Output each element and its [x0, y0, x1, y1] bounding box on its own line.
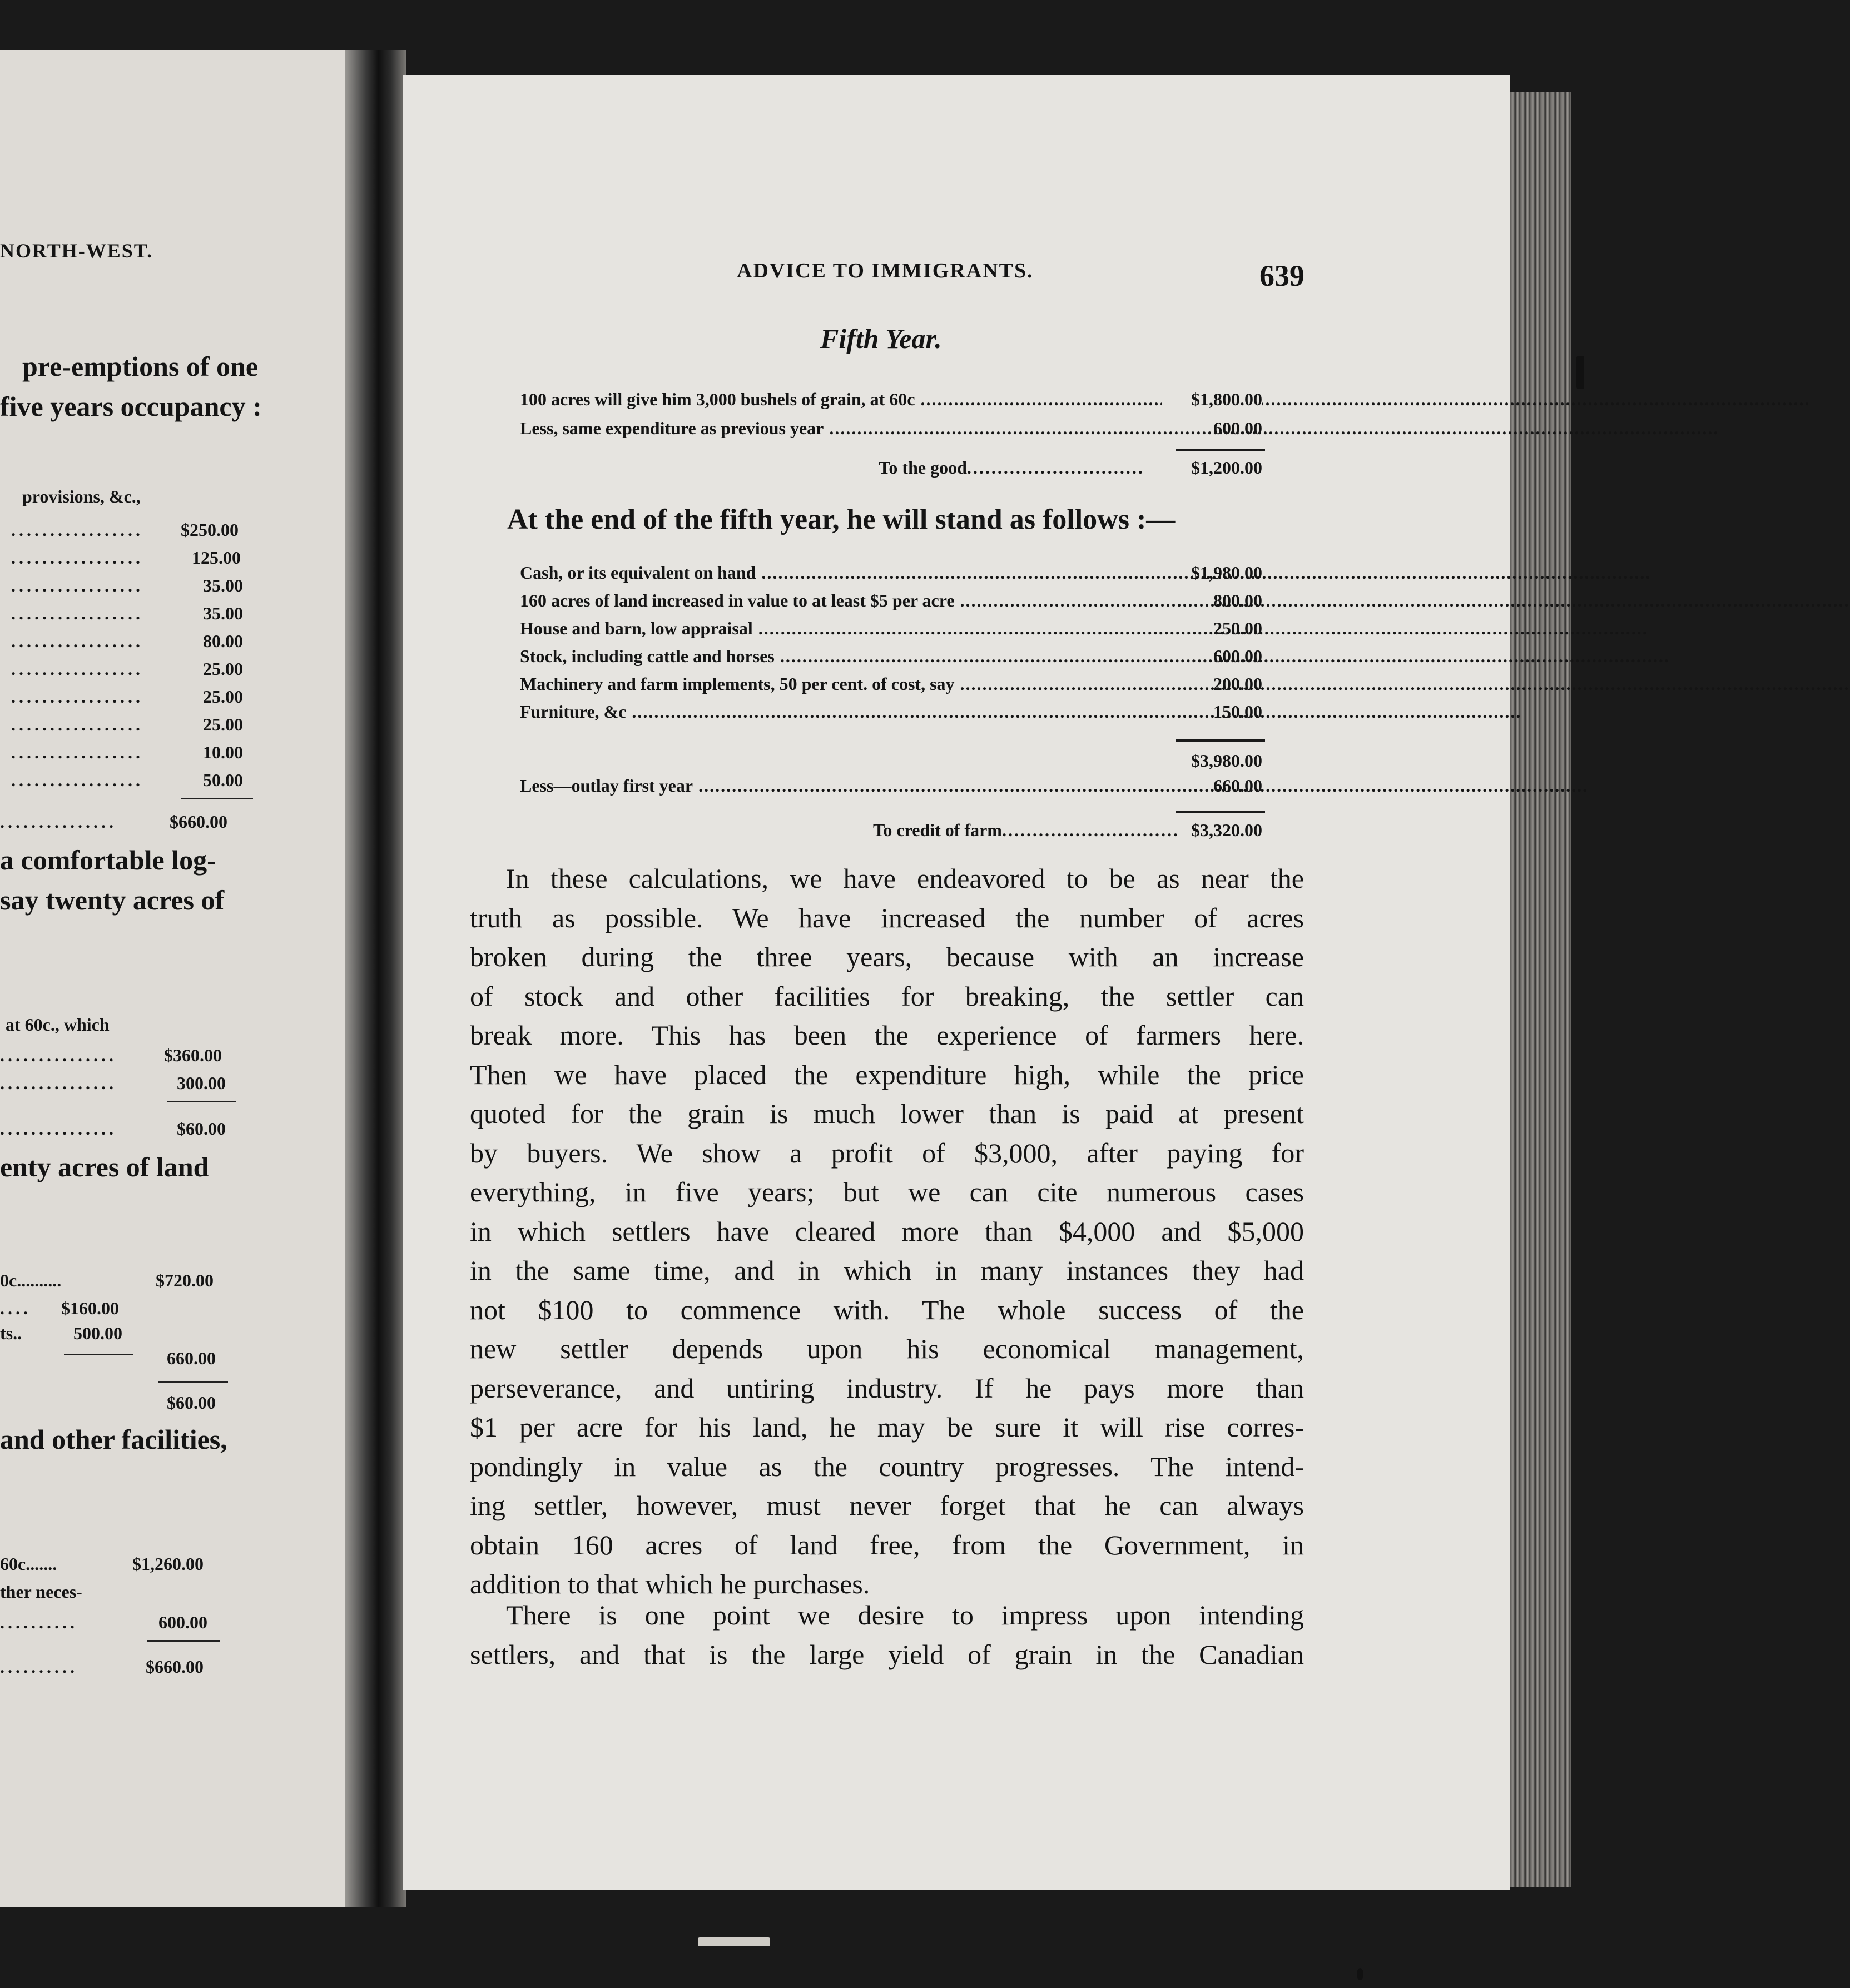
left-net: $60.00 — [167, 1393, 216, 1413]
text-line: pondingly in value as the country progresses. The intend- — [470, 1450, 1304, 1482]
left-line: five years occupancy : — [0, 391, 262, 422]
asset-line: Cash, or its equivalent on hand ..... — [520, 563, 1159, 583]
left-amount: $1,260.00 — [132, 1554, 204, 1574]
to-the-good-line: To the good............................. — [879, 458, 1144, 478]
left-amount: $720.00 — [156, 1270, 214, 1290]
left-total: $660.00 — [170, 812, 227, 832]
less-outlay-line: Less—outlay first year ..... — [520, 776, 1159, 796]
account-line: 100 acres will give him 3,000 bushels of grain, at 60c ..... — [520, 389, 1265, 410]
left-amount: 660.00 — [167, 1348, 216, 1368]
scan-speck — [1357, 1968, 1363, 1980]
left-net: $60.00 — [177, 1119, 226, 1139]
left-line: a comfortable log- — [0, 844, 216, 876]
account-line: Less, same expenditure as previous year ..... — [520, 418, 1159, 439]
asset-amount: 800.00 — [1213, 590, 1262, 610]
text-line: ing settler, however, must never forget that he can always — [470, 1490, 1304, 1521]
left-label: ther neces- — [0, 1582, 82, 1602]
text-line: obtain 160 acres of land free, from the Government, in — [470, 1529, 1304, 1560]
text-line: in the same time, and in which in many instances they had — [470, 1255, 1304, 1286]
left-amount: 600.00 — [158, 1612, 207, 1632]
text-line: everything, in five years; but we can cite numerous cases — [470, 1176, 1304, 1207]
asset-amount: 200.00 — [1213, 674, 1262, 694]
left-amount: $360.00 — [164, 1045, 222, 1065]
left-label: 0c.......... — [0, 1270, 62, 1290]
section-title: Fifth Year. — [820, 323, 942, 354]
left-line: say twenty acres of — [0, 884, 225, 916]
left-running-header: NORTH-WEST. — [0, 240, 153, 262]
text-line: settlers, and that is the large yield of grain in the Canadian — [470, 1638, 1304, 1670]
asset-line: Furniture, &c ..... — [520, 702, 1159, 722]
left-label: provisions, &c., — [22, 486, 141, 506]
left-amount: 35.00 — [203, 603, 243, 623]
account-amount: $1,800.00 — [1162, 389, 1262, 410]
left-page: NORTH-WEST. pre-emptions of one five years occupancy : provisions, &c., ................. $250.00 ................. 125.00 ................. 35.00 ................. 35.00 ................. 80.00 ................. 25.00 ................. 25.00 ................. 25.00 ................. 10.00 ................. 50.00 ............... $660.00 a comfortable log- say twenty acres of at 60c., which ............... $360.00 ............... 300.00 ............... $60.00 enty acres of land 0c.......... $720.00 .... $160.00 ts.. 500.00 660.00 $60.00 and other facilities, 60c....... $1,260.00 ther neces- .......... 600.00 .......... $660.00 — [0, 50, 345, 1907]
account-amount: 600.00 — [1213, 418, 1262, 438]
text-line: In these calculations, we have endeavored to be as near the — [506, 863, 1304, 894]
asset-amount: 150.00 — [1213, 702, 1262, 722]
left-net: $660.00 — [146, 1657, 204, 1677]
asset-line: Machinery and farm implements, 50 per cent. of cost, say ..... — [520, 674, 1159, 694]
follows-heading: At the end of the fifth year, he will stand as follows :— — [507, 504, 1176, 535]
left-amount: $160.00 — [61, 1298, 119, 1318]
asset-amount: 600.00 — [1213, 646, 1262, 666]
assets-total: $3,980.00 — [1191, 751, 1262, 771]
left-amount: 25.00 — [203, 659, 243, 679]
text-line: break more. This has been the experience of farmers here. — [470, 1020, 1304, 1051]
left-amount: 300.00 — [177, 1073, 226, 1093]
left-amount: 125.00 — [192, 548, 241, 568]
left-amount: 50.00 — [203, 770, 243, 790]
paragraph-1 — [470, 859, 1304, 1604]
asset-line: Stock, including cattle and horses ..... — [520, 646, 1159, 667]
page-edges — [1510, 92, 1571, 1887]
asset-line: 160 acres of land increased in value to at least $5 per acre ..... — [520, 590, 1159, 611]
text-line: truth as possible. We have increased the number of acres — [470, 902, 1304, 933]
text-line: in which settlers have cleared more than $4,000 and $5,000 — [470, 1215, 1304, 1247]
left-line: enty acres of land — [0, 1151, 209, 1182]
text-line: perseverance, and untiring industry. If he pays more than — [470, 1372, 1304, 1404]
less-outlay-amount: 660.00 — [1213, 776, 1262, 796]
text-line: not $100 to commence with. The whole success of the — [470, 1294, 1304, 1325]
left-amount: 500.00 — [73, 1323, 122, 1343]
left-line: and other facilities, — [0, 1424, 227, 1455]
asset-amount: $1,980.00 — [1191, 563, 1262, 583]
page-number: 639 — [1259, 259, 1305, 292]
credit-line: To credit of farm............................. — [873, 820, 1179, 840]
text-line: Then we have placed the expenditure high, while the price — [470, 1058, 1304, 1090]
asset-line: House and barn, low appraisal ..... — [520, 618, 1159, 639]
left-amount: $250.00 — [181, 520, 239, 540]
asset-amount: 250.00 — [1213, 618, 1262, 638]
text-line: quoted for the grain is much lower than is paid at present — [470, 1098, 1304, 1129]
text-line: new settler depends upon his economical management, — [470, 1333, 1304, 1364]
credit-amount: $3,320.00 — [1191, 820, 1262, 840]
left-line: pre-emptions of one — [22, 351, 259, 382]
left-amount: 25.00 — [203, 687, 243, 707]
left-amount: 10.00 — [203, 742, 243, 762]
text-line: $1 per acre for his land, he may be sure it will rise corres- — [470, 1412, 1304, 1443]
text-line: broken during the three years, because with an increase — [470, 941, 1304, 972]
running-header: ADVICE TO IMMIGRANTS. — [737, 259, 1034, 282]
text-line: There is one point we desire to impress upon intending — [506, 1599, 1304, 1631]
to-the-good-amount: $1,200.00 — [1191, 458, 1262, 478]
left-amount: 80.00 — [203, 631, 243, 651]
left-label: 60c....... — [0, 1554, 57, 1574]
book-gutter — [345, 50, 406, 1907]
scan-speck — [698, 1937, 770, 1946]
left-label: at 60c., which — [6, 1015, 110, 1035]
paragraph-2 — [470, 1596, 1304, 1674]
left-amount: 25.00 — [203, 714, 243, 734]
text-line: addition to that which he purchases. — [470, 1568, 870, 1599]
left-amount: 35.00 — [203, 575, 243, 595]
text-line: of stock and other facilities for breaking, the settler can — [470, 980, 1304, 1012]
text-line: by buyers. We show a profit of $3,000, after paying for — [470, 1137, 1304, 1169]
left-label: ts.. — [0, 1323, 22, 1343]
scan-speck — [1576, 356, 1584, 389]
